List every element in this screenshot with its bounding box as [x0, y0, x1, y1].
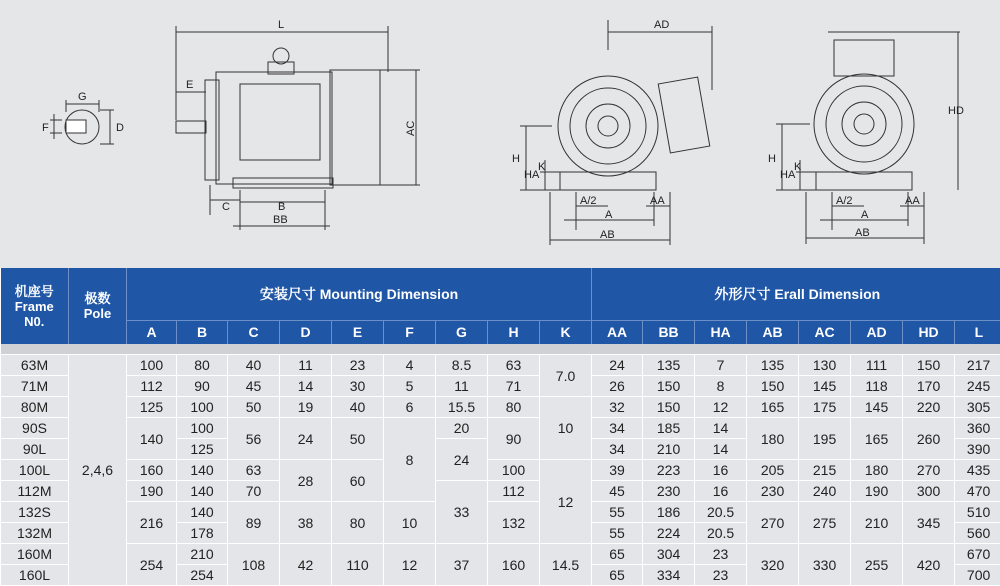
l-cell: 700 [955, 565, 1000, 586]
dim-L: L [278, 19, 284, 31]
ha-cell: 20.5 [695, 523, 747, 544]
frame-cell: 71M [1, 376, 69, 397]
e-cell: 60 [332, 460, 384, 502]
bb-cell: 224 [643, 523, 695, 544]
dim-AB-1: AB [600, 229, 615, 241]
dim-A-2: A [861, 209, 869, 221]
frame-cell: 63M [1, 355, 69, 376]
f-cell: 5 [384, 376, 436, 397]
hd-cell: 220 [903, 397, 955, 418]
l-cell: 217 [955, 355, 1000, 376]
e-cell: 110 [332, 544, 384, 586]
l-cell: 305 [955, 397, 1000, 418]
dim-BB: BB [273, 214, 288, 226]
aa-cell: 32 [592, 397, 643, 418]
dim-K-2: K [794, 161, 802, 173]
f-cell: 6 [384, 397, 436, 418]
h-cell: 80 [488, 397, 540, 418]
ab-cell: 180 [747, 418, 799, 460]
b-cell: 80 [177, 355, 228, 376]
col-F: F [384, 320, 436, 344]
g-cell: 24 [436, 439, 488, 481]
header-mounting: 安装尺寸 Mounting Dimension [127, 268, 592, 320]
bb-cell: 150 [643, 397, 695, 418]
table-row [1, 355, 1000, 376]
col-G: G [436, 320, 488, 344]
dimension-table [0, 268, 1000, 586]
dim-E: E [186, 79, 193, 91]
dim-G: G [78, 91, 87, 103]
b-cell: 90 [177, 376, 228, 397]
frame-cell: 132S [1, 502, 69, 523]
dim-AA-2: AA [905, 195, 920, 207]
dim-H-2: H [768, 153, 776, 165]
ha-cell: 7 [695, 355, 747, 376]
column-header-row [1, 320, 1000, 344]
ha-cell: 12 [695, 397, 747, 418]
c-cell: 89 [228, 502, 280, 544]
table-row [1, 481, 1000, 502]
aa-cell: 39 [592, 460, 643, 481]
ha-cell: 14 [695, 418, 747, 439]
dim-B: B [278, 201, 285, 213]
dim-HA-1: HA [524, 169, 540, 181]
col-H: H [488, 320, 540, 344]
col-HA: HA [695, 320, 747, 344]
e-cell: 50 [332, 418, 384, 460]
col-BB: BB [643, 320, 695, 344]
aa-cell: 55 [592, 523, 643, 544]
ac-cell: 145 [799, 376, 851, 397]
aa-cell: 45 [592, 481, 643, 502]
c-cell: 56 [228, 418, 280, 460]
dim-AD: AD [654, 19, 669, 31]
technical-drawing [0, 0, 1000, 268]
aa-cell: 65 [592, 565, 643, 586]
bb-cell: 150 [643, 376, 695, 397]
c-cell: 108 [228, 544, 280, 586]
dim-D: D [116, 122, 124, 134]
ab-cell: 270 [747, 502, 799, 544]
b-cell: 100 [177, 418, 228, 439]
c-cell: 50 [228, 397, 280, 418]
frame-cell: 112M [1, 481, 69, 502]
header-pole-en: Pole [69, 306, 126, 321]
k-cell: 14.5 [540, 544, 592, 586]
ha-cell: 23 [695, 544, 747, 565]
l-cell: 670 [955, 544, 1000, 565]
ha-cell: 23 [695, 565, 747, 586]
aa-cell: 55 [592, 502, 643, 523]
dim-HD: HD [948, 105, 964, 117]
ac-cell: 240 [799, 481, 851, 502]
col-AC: AC [799, 320, 851, 344]
dim-A2-2: A/2 [836, 195, 853, 207]
dim-F: F [42, 122, 49, 134]
e-cell: 80 [332, 502, 384, 544]
e-cell: 40 [332, 397, 384, 418]
aa-cell: 34 [592, 418, 643, 439]
table-row [1, 544, 1000, 565]
bb-cell: 223 [643, 460, 695, 481]
h-cell: 132 [488, 502, 540, 544]
d-cell: 42 [280, 544, 332, 586]
e-cell: 30 [332, 376, 384, 397]
d-cell: 38 [280, 502, 332, 544]
hd-cell: 170 [903, 376, 955, 397]
separator-row [1, 344, 1000, 355]
bb-cell: 210 [643, 439, 695, 460]
ac-cell: 130 [799, 355, 851, 376]
g-cell: 11 [436, 376, 488, 397]
l-cell: 390 [955, 439, 1000, 460]
g-cell: 37 [436, 544, 488, 586]
b-cell: 100 [177, 397, 228, 418]
l-cell: 560 [955, 523, 1000, 544]
bb-cell: 186 [643, 502, 695, 523]
c-cell: 40 [228, 355, 280, 376]
d-cell: 28 [280, 460, 332, 502]
hd-cell: 345 [903, 502, 955, 544]
ac-cell: 195 [799, 418, 851, 460]
d-cell: 19 [280, 397, 332, 418]
motor-side-view [176, 26, 420, 230]
ha-cell: 14 [695, 439, 747, 460]
f-cell: 8 [384, 418, 436, 502]
col-HD: HD [903, 320, 955, 344]
ad-cell: 145 [851, 397, 903, 418]
dim-A-1: A [605, 209, 613, 221]
ab-cell: 150 [747, 376, 799, 397]
h-cell: 100 [488, 460, 540, 481]
ha-cell: 8 [695, 376, 747, 397]
l-cell: 470 [955, 481, 1000, 502]
b-cell: 140 [177, 502, 228, 523]
hd-cell: 150 [903, 355, 955, 376]
col-C: C [228, 320, 280, 344]
h-cell: 71 [488, 376, 540, 397]
dim-AB-2: AB [855, 227, 870, 239]
header-overall: 外形尺寸 Erall Dimension [592, 268, 1000, 320]
dim-AA-1: AA [650, 195, 665, 207]
col-L: L [955, 320, 1000, 344]
table-row [1, 397, 1000, 418]
col-B: B [177, 320, 228, 344]
ha-cell: 20.5 [695, 502, 747, 523]
k-cell: 7.0 [540, 355, 592, 397]
h-cell: 160 [488, 544, 540, 586]
b-cell: 140 [177, 460, 228, 481]
b-cell: 140 [177, 481, 228, 502]
table-row [1, 502, 1000, 523]
a-cell: 112 [127, 376, 177, 397]
ac-cell: 215 [799, 460, 851, 481]
hd-cell: 420 [903, 544, 955, 586]
header-frame-en2: N0. [1, 314, 69, 329]
f-cell: 12 [384, 544, 436, 586]
bb-cell: 334 [643, 565, 695, 586]
aa-cell: 65 [592, 544, 643, 565]
table-row [1, 460, 1000, 481]
motor-front-view-with-box [520, 20, 712, 245]
ad-cell: 165 [851, 418, 903, 460]
ab-cell: 165 [747, 397, 799, 418]
bb-cell: 230 [643, 481, 695, 502]
ac-cell: 175 [799, 397, 851, 418]
a-cell: 216 [127, 502, 177, 544]
a-cell: 160 [127, 460, 177, 481]
d-cell: 11 [280, 355, 332, 376]
dim-A2-1: A/2 [580, 195, 597, 207]
a-cell: 140 [127, 418, 177, 460]
col-D: D [280, 320, 332, 344]
frame-cell: 90S [1, 418, 69, 439]
k-cell: 12 [540, 460, 592, 544]
col-AB: AB [747, 320, 799, 344]
b-cell: 125 [177, 439, 228, 460]
frame-cell: 90L [1, 439, 69, 460]
c-cell: 45 [228, 376, 280, 397]
dim-K-1: K [538, 161, 546, 173]
dim-AC: AC [405, 121, 417, 136]
header-pole-cn: 极数 [69, 291, 126, 306]
ab-cell: 320 [747, 544, 799, 586]
hd-cell: 260 [903, 418, 955, 460]
ad-cell: 210 [851, 502, 903, 544]
h-cell: 63 [488, 355, 540, 376]
ad-cell: 111 [851, 355, 903, 376]
g-cell: 8.5 [436, 355, 488, 376]
frame-cell: 160L [1, 565, 69, 586]
l-cell: 510 [955, 502, 1000, 523]
ac-cell: 275 [799, 502, 851, 544]
aa-cell: 24 [592, 355, 643, 376]
table-row [1, 418, 1000, 439]
b-cell: 178 [177, 523, 228, 544]
b-cell: 254 [177, 565, 228, 586]
dim-H-1: H [512, 153, 520, 165]
ad-cell: 118 [851, 376, 903, 397]
ad-cell: 190 [851, 481, 903, 502]
ad-cell: 180 [851, 460, 903, 481]
h-cell: 90 [488, 418, 540, 460]
frame-cell: 160M [1, 544, 69, 565]
col-K: K [540, 320, 592, 344]
shaft-section-view [50, 100, 114, 144]
aa-cell: 34 [592, 439, 643, 460]
bb-cell: 135 [643, 355, 695, 376]
ab-cell: 230 [747, 481, 799, 502]
l-cell: 360 [955, 418, 1000, 439]
header-frame [1, 268, 69, 344]
a-cell: 100 [127, 355, 177, 376]
g-cell: 33 [436, 481, 488, 544]
ha-cell: 16 [695, 460, 747, 481]
d-cell: 24 [280, 418, 332, 460]
ha-cell: 16 [695, 481, 747, 502]
ab-cell: 135 [747, 355, 799, 376]
pole-cell: 2,4,6 [69, 355, 127, 586]
motor-dimension-drawing [0, 0, 1000, 268]
dim-C: C [222, 201, 230, 213]
l-cell: 435 [955, 460, 1000, 481]
hd-cell: 300 [903, 481, 955, 502]
frame-cell: 80M [1, 397, 69, 418]
l-cell: 245 [955, 376, 1000, 397]
f-cell: 10 [384, 502, 436, 544]
header-frame-cn: 机座号 [1, 284, 69, 299]
f-cell: 4 [384, 355, 436, 376]
a-cell: 190 [127, 481, 177, 502]
header-pole [69, 268, 127, 344]
bb-cell: 304 [643, 544, 695, 565]
table-row [1, 376, 1000, 397]
c-cell: 63 [228, 460, 280, 481]
ab-cell: 205 [747, 460, 799, 481]
hd-cell: 270 [903, 460, 955, 481]
b-cell: 210 [177, 544, 228, 565]
col-E: E [332, 320, 384, 344]
h-cell: 112 [488, 481, 540, 502]
e-cell: 23 [332, 355, 384, 376]
ac-cell: 330 [799, 544, 851, 586]
bb-cell: 185 [643, 418, 695, 439]
g-cell: 15.5 [436, 397, 488, 418]
col-AA: AA [592, 320, 643, 344]
col-A: A [127, 320, 177, 344]
ad-cell: 255 [851, 544, 903, 586]
d-cell: 14 [280, 376, 332, 397]
col-AD: AD [851, 320, 903, 344]
dim-HA-2: HA [780, 169, 796, 181]
header-frame-en1: Frame [1, 299, 69, 314]
k-cell: 10 [540, 397, 592, 460]
frame-cell: 132M [1, 523, 69, 544]
aa-cell: 26 [592, 376, 643, 397]
c-cell: 70 [228, 481, 280, 502]
g-cell: 20 [436, 418, 488, 439]
a-cell: 125 [127, 397, 177, 418]
frame-cell: 100L [1, 460, 69, 481]
a-cell: 254 [127, 544, 177, 586]
